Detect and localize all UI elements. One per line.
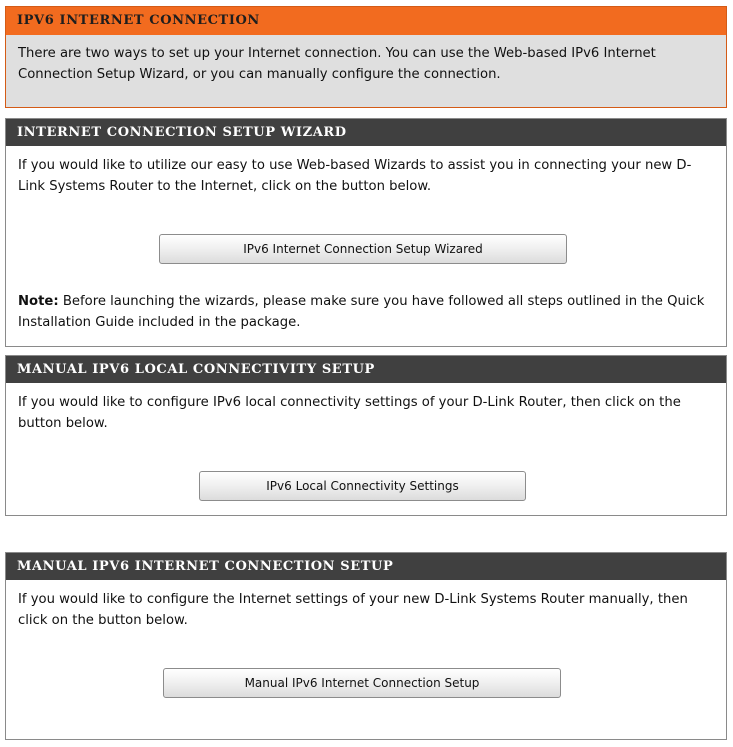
ipv6-internet-connection-section xyxy=(5,6,727,108)
manual-description: If you would like to configure the Internet settings of your new D-Link Systems Router manually, then click on the button below. xyxy=(18,592,688,628)
local-connectivity-section xyxy=(5,355,727,516)
wizard-note xyxy=(6,291,726,333)
wizard-description: If you would like to utilize our easy to use Web-based Wizards to assist you in connecting your new D-Link Systems Router to the Internet, click on the button below. xyxy=(18,158,692,194)
note-text: Before launching the wizards, please make sure you have followed all steps outlined in the Quick Installation Guide included in the package. xyxy=(18,294,705,330)
intro-description: There are two ways to set up your Internet connection. You can use the Web-based IPv6 Internet Connection Setup Wizard, or you can manually configure the connection. xyxy=(18,46,656,82)
ipv6-setup-wizard-button[interactable]: IPv6 Internet Connection Setup Wizared xyxy=(159,234,567,264)
note-label: Note: xyxy=(18,294,59,309)
manual-internet-connection-section xyxy=(5,552,727,740)
manual-ipv6-setup-button[interactable]: Manual IPv6 Internet Connection Setup xyxy=(163,668,561,698)
section-title: MANUAL IPV6 LOCAL CONNECTIVITY SETUP xyxy=(6,356,726,383)
section-title: IPV6 INTERNET CONNECTION xyxy=(6,7,726,35)
local-connectivity-settings-button[interactable]: IPv6 Local Connectivity Settings xyxy=(199,471,526,501)
local-description: If you would like to configure IPv6 local connectivity settings of your D-Link Router, then click on the button below. xyxy=(18,395,681,431)
section-title: INTERNET CONNECTION SETUP WIZARD xyxy=(6,119,726,146)
setup-wizard-section xyxy=(5,118,727,347)
section-title: MANUAL IPV6 INTERNET CONNECTION SETUP xyxy=(6,553,726,580)
